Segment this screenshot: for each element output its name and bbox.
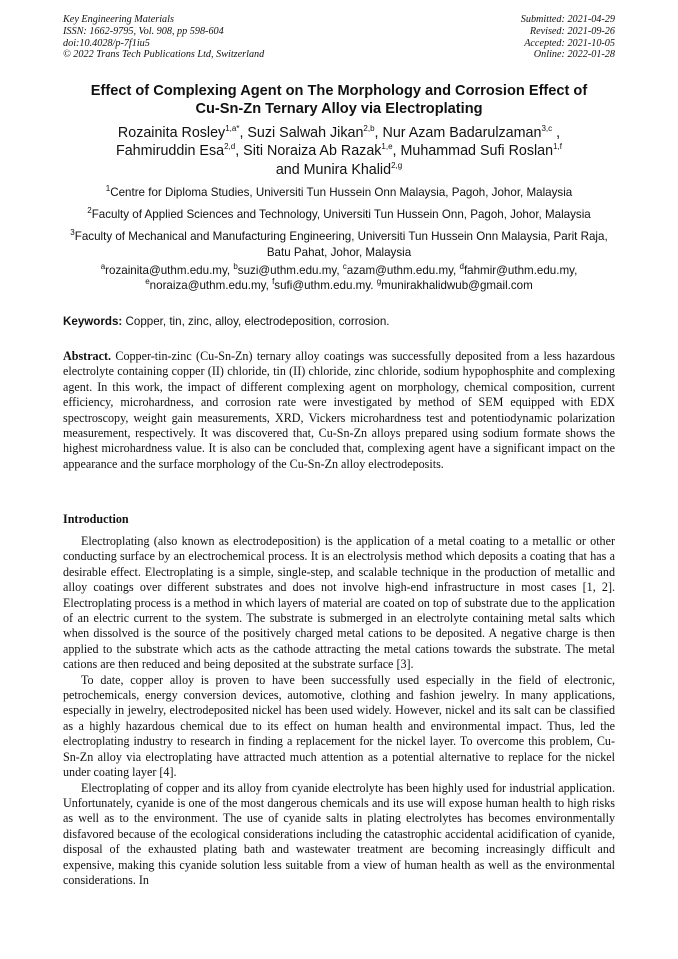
paper-title xyxy=(40,82,638,118)
abstract-text: Copper-tin-zinc (Cu-Sn-Zn) ternary alloy coatings was successfully deposited from a less hazardous electrolyte containing copper (II) chloride, tin (II) chloride, zinc chloride, sodium hypophosphite and complexing agent. In this work, the impact of different complexing agent on morphology, chemical composition, current efficiency, microhardness, and corrosion rate were investigated by method of SEM equipped with EDX spectroscopy, weight gain measurements, XRD, Vickers microhardness test and potentiodynamic polarization measurement, respectively. It was discovered that, Cu-Sn-Zn alloys prepared using sodium formate shows the highest microhardness value. It is also can be concluded that, complexing agent have a significant impact on the appearance and the surface morphology of the Cu-Sn-Zn alloy electrodeposits. xyxy=(63,349,615,471)
email-mark: c xyxy=(342,262,347,272)
online-date: Online: 2022-01-28 xyxy=(533,49,615,61)
affiliation-number: 2 xyxy=(87,206,92,216)
intro-paragraph: Electroplating of copper and its alloy from cyanide electrolyte has been highly used for industrial application. Unfortunately, cyanide is one of the most dangerous chemicals and its use will expose human health to high risks as well as to the environment. The use of cyanide salts in plating electrolytes has becomes environmentally disfavored because of the ecological considerations including the catastrophic accidental acidification of cyanide, disposal of the exhausted plating bath and wastewater treatment are becoming increasingly difficult and expensive, making this cyanide solution less suitable from a view of human health as well as the environmental considerations. In xyxy=(63,780,615,887)
keywords-text: Copper, tin, zinc, alloy, electrodeposition, corrosion. xyxy=(122,315,390,328)
author-name: Fahmiruddin Esa xyxy=(116,143,225,160)
email-mark: g xyxy=(376,276,382,286)
email-address[interactable]: munirakhalidwub@gmail.com xyxy=(381,278,533,292)
author-name: Muhammad Sufi Roslan xyxy=(400,143,554,160)
journal-info xyxy=(63,14,264,61)
accepted-date: Accepted: 2021-10-05 xyxy=(524,37,615,49)
affiliation-2 xyxy=(58,207,620,223)
author-affiliation-mark: 1,f xyxy=(553,142,562,152)
introduction-body xyxy=(63,534,615,888)
author-name: Suzi Salwah Jikan xyxy=(247,125,364,141)
email-address[interactable]: fahmir@uthm.edu.my, xyxy=(463,264,578,277)
abstract-label: Abstract. xyxy=(63,349,112,363)
author-affiliation-mark: 2,g xyxy=(391,161,403,171)
affiliation-text: Faculty of Applied Sciences and Technology, Universiti Tun Hussein Onn, Pagoh, Johor, Malaysia xyxy=(91,208,591,221)
keywords-label: Keywords: xyxy=(63,315,123,328)
author-list xyxy=(40,124,638,179)
keywords xyxy=(63,315,615,329)
affiliation-3 xyxy=(58,229,620,261)
author-line-3 xyxy=(40,161,638,179)
abstract xyxy=(63,349,615,472)
author-affiliation-mark: 1,e xyxy=(381,142,393,152)
email-mark: b xyxy=(233,262,238,272)
submission-dates xyxy=(521,14,615,61)
author-name: Rozainita Rosley xyxy=(117,125,226,141)
author-conjunction: and xyxy=(275,161,304,178)
affiliation-number: 1 xyxy=(105,184,111,194)
email-line-1 xyxy=(58,264,620,279)
author-separator: , xyxy=(392,143,401,160)
author-name: Nur Azam Badarulzaman xyxy=(382,125,542,141)
affiliation-text: Faculty of Mechanical and Manufacturing Engineering, Universiti Tun Hussein Onn Malaysia, Parit Raja, Batu Pahat, Johor, Malaysia xyxy=(74,230,608,259)
journal-name: Key Engineering Materials xyxy=(63,14,174,25)
section-heading-introduction: Introduction xyxy=(63,512,129,526)
email-address[interactable]: suzi@uthm.edu.my, xyxy=(237,264,343,277)
email-mark: d xyxy=(459,262,464,272)
issn-line: ISSN: 1662-9795, Vol. 908, pp 598-604 xyxy=(63,25,224,37)
affiliation-text: Centre for Diploma Studies, Universiti Tun Hussein Onn Malaysia, Pagoh, Johor, Malaysia xyxy=(110,186,573,199)
author-separator: , xyxy=(239,125,248,141)
copyright-line: © 2022 Trans Tech Publications Ltd, Switzerland xyxy=(63,49,265,61)
intro-paragraph: Electroplating (also known as electrodeposition) is the application of a metal coating to a metallic or other conducting surface by an electrochemical process. It is an electrolysis method which deposits a coating that has a desirable effect. Electroplating is a simple, single-step, and scalable technique in the production of metallic and alloy coatings over different substrates and does not involve high-end infrastructure in most cases [1, 2]. Electroplating process is a method in which layers of material are coated on top of substrate due to the application of an electric current to the system. The substrate is submerged in an electrolyte containing metal salts which when dissolved is the source of the positively charged metal cations to be deposited. A negative charge is then applied to the substrate which acts as the cathode attracting the metal cations towards the substrate. The metal cations are then reduced and being deposited at the substrate surface [3]. xyxy=(63,534,615,672)
author-affiliation-mark: 1,a* xyxy=(225,124,240,134)
revised-date: Revised: 2021-09-26 xyxy=(529,25,615,37)
title-line-2: Cu-Sn-Zn Ternary Alloy via Electroplating xyxy=(195,101,483,117)
author-name: Siti Noraiza Ab Razak xyxy=(243,143,382,160)
doi-line: doi:10.4028/p-7f1iu5 xyxy=(63,37,150,49)
author-line-1 xyxy=(40,124,638,142)
email-address[interactable]: noraiza@uthm.edu.my, xyxy=(149,278,273,292)
email-line-2 xyxy=(58,276,620,294)
email-address[interactable]: rozainita@uthm.edu.my, xyxy=(105,264,234,277)
author-affiliation-mark: 2,d xyxy=(224,142,236,152)
author-separator: , xyxy=(235,143,244,160)
affiliation-1 xyxy=(58,185,620,201)
author-separator: , xyxy=(374,125,383,141)
email-list xyxy=(58,264,620,293)
author-separator: , xyxy=(552,125,561,141)
intro-paragraph: To date, copper alloy is proven to have been successfully used especially in the field of electronic, petrochemicals, energy conversion devices, automotive, clothing and fashion jewelry. In many applications, especially in jewelry, electrodeposited nickel has been used widely. However, nickel and its salt can be classified as a highly hazardous chemical due to its effect on human health and environmental impact. Thus, led the electroplating industry to research in finding a replacement for the nickel layer. To overcome this problem, Cu-Sn-Zn alloy via electroplating have attracted much attention as a potential alternative to replace for the nickel under coating layer [4]. xyxy=(63,672,615,780)
author-affiliation-mark: 3,c xyxy=(541,124,553,134)
author-line-2 xyxy=(40,142,638,160)
author-name: Munira Khalid xyxy=(303,161,392,178)
email-mark: f xyxy=(272,276,275,286)
email-mark: a xyxy=(100,262,106,272)
email-mark: e xyxy=(145,276,150,286)
email-address[interactable]: azam@uthm.edu.my, xyxy=(346,264,460,277)
affiliation-number: 3 xyxy=(70,228,75,238)
submitted-date: Submitted: 2021-04-29 xyxy=(520,14,615,25)
email-address[interactable]: sufi@uthm.edu.my. xyxy=(274,278,377,292)
title-line-1: Effect of Complexing Agent on The Morphology and Corrosion Effect of xyxy=(90,83,588,99)
author-affiliation-mark: 2,b xyxy=(363,124,375,134)
